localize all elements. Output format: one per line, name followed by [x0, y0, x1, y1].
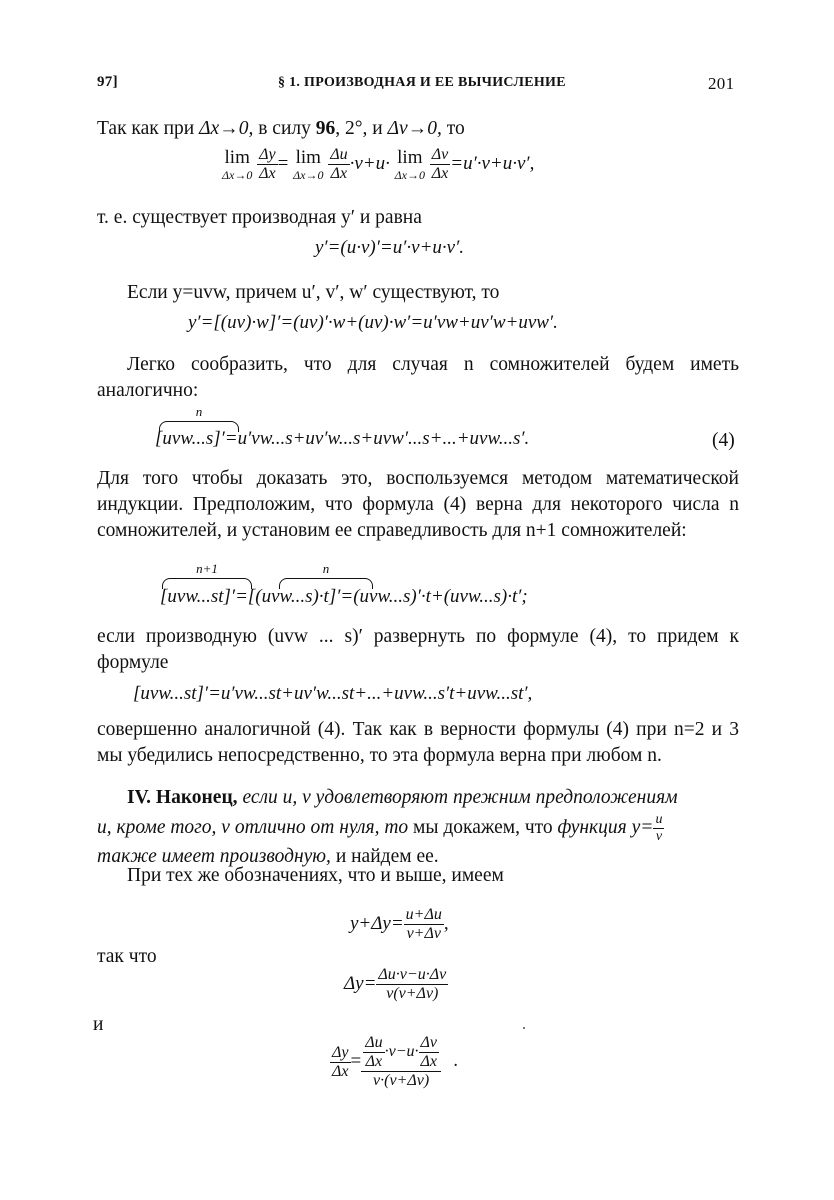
formula-delta-y: Δy= $\frac{\Delta u\cdot v-u\cdot\Delta v}{v(v+\Delta v)}$ [344, 966, 447, 1002]
text-and: и [93, 1014, 104, 1035]
speck [523, 1027, 525, 1029]
text-so-that: так что [97, 946, 157, 967]
formula-result: [uvw...st]′=u′vw...st+uv′w...st+...+uvw...s′t+uvw...st′, [133, 683, 533, 704]
section-ref: 97] [97, 74, 118, 90]
para-iv-line3: также имеет производную, и найдем ее. [97, 846, 439, 867]
formula-increment: y+Δy= $\frac{u+\Delta u}{v+\Delta v}$ , [350, 906, 449, 942]
page-number: 201 [708, 74, 735, 93]
para-iv-line1: IV. Наконец, если u, v удовлетворяют прежним предположениям [127, 787, 678, 808]
equation-number-4: (4) [712, 430, 735, 451]
formula-product: y′=(u·v)′=u′·v+u·v′. [315, 237, 464, 258]
text-if-triple: Если y=uvw, причем u′, v′, w′ существуют, то [127, 282, 500, 303]
paragraph-easy: Легко сообразить, что для случая n сомножителей будем иметь аналогично: [97, 354, 739, 401]
formula-step: [uvw...st]′=[(uvw...s)·t]′=(uvw...s)′·t+(uvw...s)·t′; [160, 586, 528, 607]
running-title: § 1. ПРОИЗВОДНАЯ И ЕЕ ВЫЧИСЛЕНИЕ [278, 75, 566, 90]
paragraph-analog: совершенно аналогичной (4). Так как в верности формулы (4) при n=2 и 3 мы убедились непосредственно, то эта формула верна при любом n. [97, 719, 739, 766]
paragraph-expand: если производную (uvw ... s)′ развернуть по формуле (4), то придем к формуле [97, 626, 739, 673]
intro-line: Так как при Δx→0, в силу 96, 2°, и Δv→0, то [97, 118, 465, 139]
text-exists: т. е. существует производная y′ и равна [97, 207, 422, 228]
overbrace-label-n1: n+1 [196, 561, 218, 576]
text-same-notation: При тех же обозначениях, что и выше, имеем [127, 865, 504, 886]
formula-limit: lim Δx→0 $\frac{\Delta y}{\Delta x}$ = lim Δx→0 $\frac{\Delta u}{\Delta x}$ ·v+u· lim Δx→0 $\frac{\Delta v}{\Delta x}$ =u′·v+u·v′, [222, 146, 535, 182]
formula-triple: y′=[(uv)·w]′=(uv)′·w+(uv)·w′=u′vw+uv′w+uvw′. [188, 312, 558, 333]
overbrace-label: n [195, 404, 203, 419]
para-iv-line2: и, кроме того, v отлично от нуля, то мы докажем, что функция y= $\frac{u}{v}$ [97, 812, 663, 844]
formula-ratio: $\frac{\Delta y}{\Delta x}$ = $\frac{\Delta u}{\Delta x}$ ·v−u· $\frac{\Delta v}{\Delta x}$ v·(v+Δv) . [332, 1034, 459, 1089]
paragraph-induction: Для того чтобы доказать это, воспользуемся методом математической индукции. Предположим, что формула (4) верна для некоторого числа n сомножителей, и установим ее справедливость для n+1 сомножителей: [97, 468, 739, 541]
overbrace-label-n2: n [322, 561, 330, 576]
formula-4: [uvw...s]′=u′vw...s+uv′w...s+uvw′...s+...+uvw...s′. [155, 428, 530, 449]
